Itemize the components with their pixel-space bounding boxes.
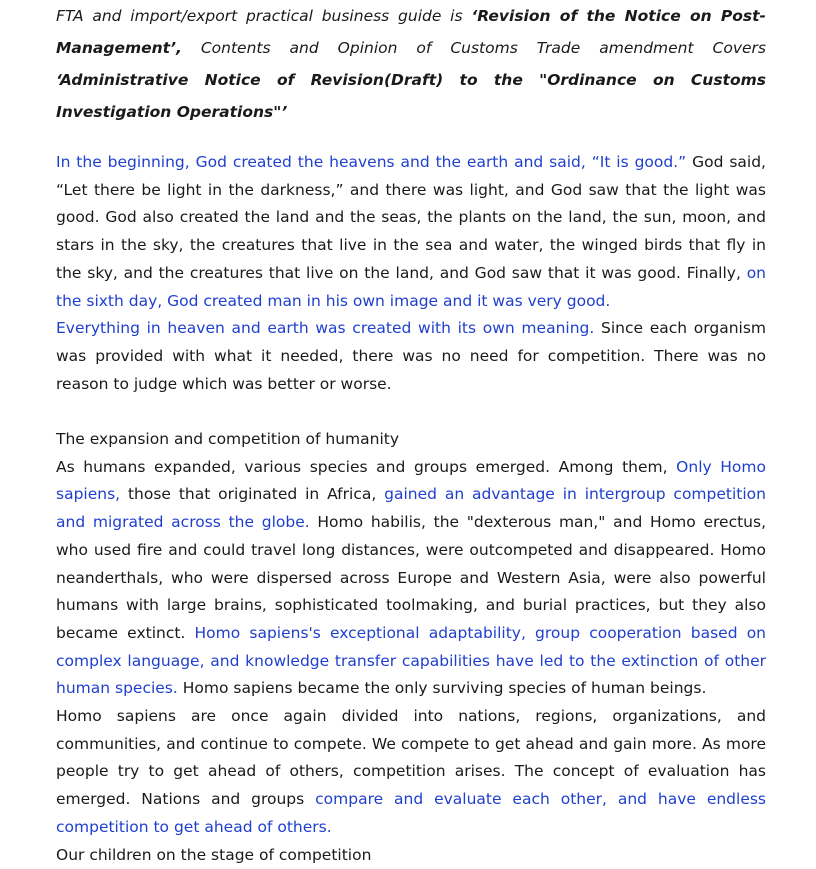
highlight-text: gained an advantage in intergroup competition and migrated across the globe. [56, 485, 766, 532]
body-text: Homo sapiens are once again divided into nations, regions, organizations, and communities, and continue to compete. We compete to get ahead and gain more. As more people try to get ahead of others, competition arises. The concept of evaluation has emerged. Nations and groups [56, 707, 766, 809]
highlight-text: In the beginning, God created the heavens and the earth and said, “It is good.” [56, 153, 687, 171]
section-heading: The expansion and competition of humanity [56, 430, 400, 449]
paragraph-creation [56, 149, 766, 315]
body-text: Homo sapiens became the only surviving species of human beings. [177, 679, 707, 698]
paragraph-expansion [56, 454, 766, 703]
body-text: As humans expanded, various species and groups emerged. Among them, [56, 457, 677, 476]
body-text: Homo habilis, the "dexterous man," and Homo erectus, who used fire and could travel long distances, were outcompeted and disappeared. Homo neanderthals, who were dispersed across Europe and Western Asia, were also powerful humans with large brains, sophisticated toolmaking, and burial practices, but they also became extinct. [56, 513, 766, 642]
highlight-text: Homo sapiens's exceptional adaptability, group cooperation based on complex language, and knowledge transfer capabilities have led to the extinction of other human species. [56, 623, 766, 698]
highlight-text: Only Homo sapiens, [56, 457, 766, 504]
intro-mid: Contents and Opinion of Customs Trade amendment Covers [181, 39, 766, 57]
intro-title-notice: ‘Revision of the Notice on Post-Management’, [56, 7, 766, 57]
highlight-text: compare and evaluate each other, and have endless competition to get ahead of others. [56, 790, 767, 836]
section-heading-children: Our children on the stage of competition [56, 845, 372, 864]
document-page [56, 0, 766, 869]
body-text: those that originated in Africa, [120, 485, 385, 504]
intro-lead: FTA and import/export practical business guide is [56, 7, 472, 25]
body-text: God said, “Let there be light in the darkness,” and there was light, and God saw that the light was good. God also created the land and the seas, the plants on the land, the sun, moon, and stars in the sky, the creatures that live in the sea and water, the winged birds that fly in the sky, and the creatures that live on the land, and God saw that it was good. Finally, [56, 153, 766, 282]
paragraph-competition [56, 703, 766, 842]
intro-paragraph [56, 0, 766, 128]
body-text: Since each organism was provided with what it needed, there was no need for competition. There was no reason to judge which was better or worse. [56, 319, 766, 393]
highlight-text: on the sixth day, God created man in his own image and it was very good. [56, 263, 766, 310]
article-body [56, 149, 766, 869]
intro-title-ordinance: ‘Administrative Notice of Revision(Draft) to the "Ordinance on Customs Investigation Operations"’ [56, 71, 766, 121]
paragraph-spacer [56, 398, 766, 426]
highlight-text: Everything in heaven and earth was created with its own meaning. [56, 319, 595, 338]
paragraph-meaning [56, 315, 766, 398]
